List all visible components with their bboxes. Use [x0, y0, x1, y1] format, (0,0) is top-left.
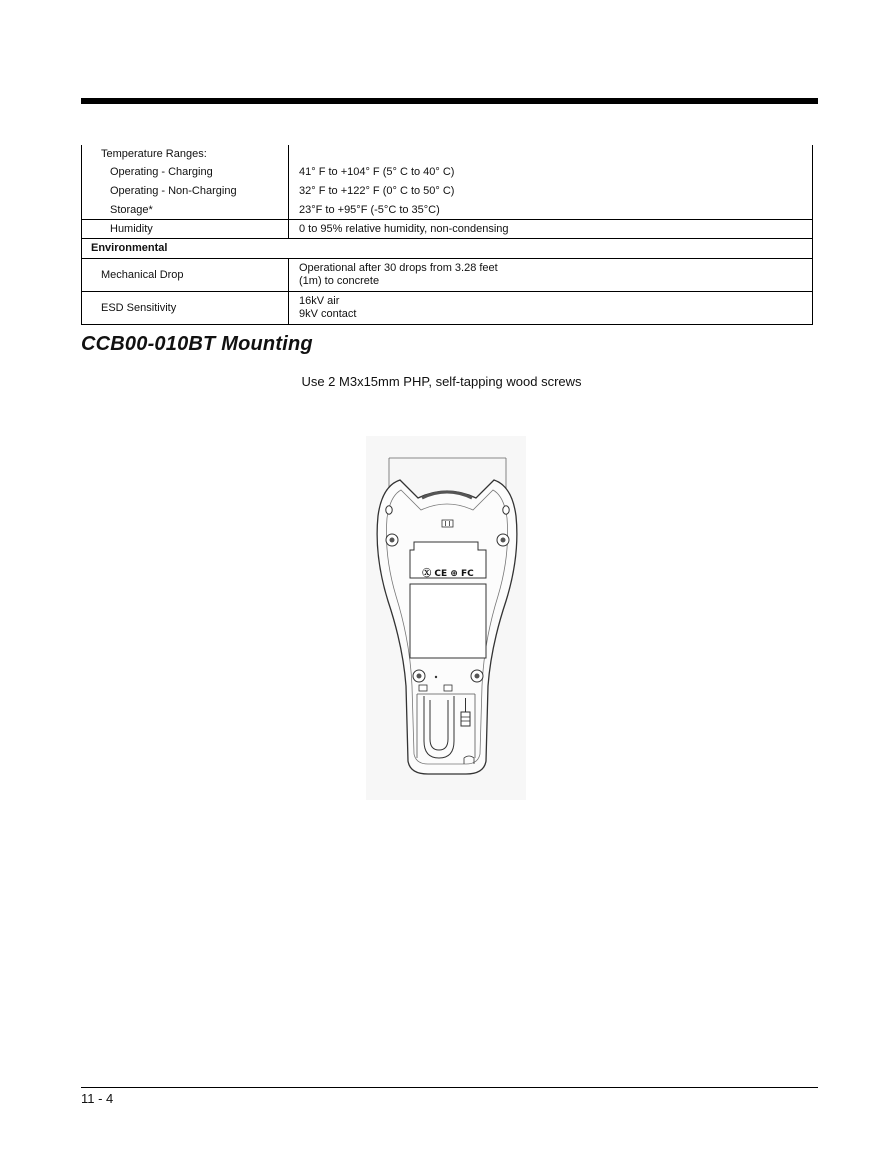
table-row: [82, 292, 813, 325]
header-rule: [81, 98, 818, 104]
row-value-line: 16kV air: [299, 295, 340, 307]
row-value-line: Operational after 30 drops from 3.28 feet: [299, 262, 498, 274]
footer-rule: [81, 1087, 818, 1088]
row-label: Operating - Charging: [82, 163, 289, 182]
charger-base-diagram: [366, 436, 526, 800]
section-title: CCB00-010BT Mounting: [81, 333, 313, 355]
row-label: ESD Sensitivity: [82, 292, 289, 325]
table-row: [82, 145, 813, 163]
specifications-table: [81, 145, 813, 325]
row-label: Operating - Non-Charging: [82, 182, 289, 201]
row-value: 32° F to +122° F (0° C to 50° C): [289, 182, 813, 201]
table-row: [82, 182, 813, 201]
temperature-heading: Temperature Ranges:: [82, 145, 289, 163]
certification-logos: Ⓧ CE ⊕ FC: [422, 569, 474, 579]
table-row: [82, 259, 813, 292]
environmental-heading: Environmental: [82, 239, 813, 259]
row-label: Storage*: [82, 201, 289, 220]
row-value: 23°F to +95°F (-5°C to 35°C): [289, 201, 813, 220]
table-row: [82, 201, 813, 220]
row-label: Mechanical Drop: [82, 259, 289, 292]
table-row: [82, 163, 813, 182]
charger-base-drawing-icon: [366, 436, 526, 800]
page-number: 11 - 4: [81, 1091, 114, 1106]
row-value: 41° F to +104° F (5° C to 40° C): [289, 163, 813, 182]
mounting-note: Use 2 M3x15mm PHP, self-tapping wood screws: [301, 374, 582, 389]
table-section-row: [82, 239, 813, 259]
row-value: 0 to 95% relative humidity, non-condensing: [289, 220, 813, 239]
row-value-line: (1m) to concrete: [299, 275, 380, 287]
table-row: [82, 220, 813, 239]
row-label: Humidity: [82, 220, 289, 239]
row-value-line: 9kV contact: [299, 308, 357, 320]
